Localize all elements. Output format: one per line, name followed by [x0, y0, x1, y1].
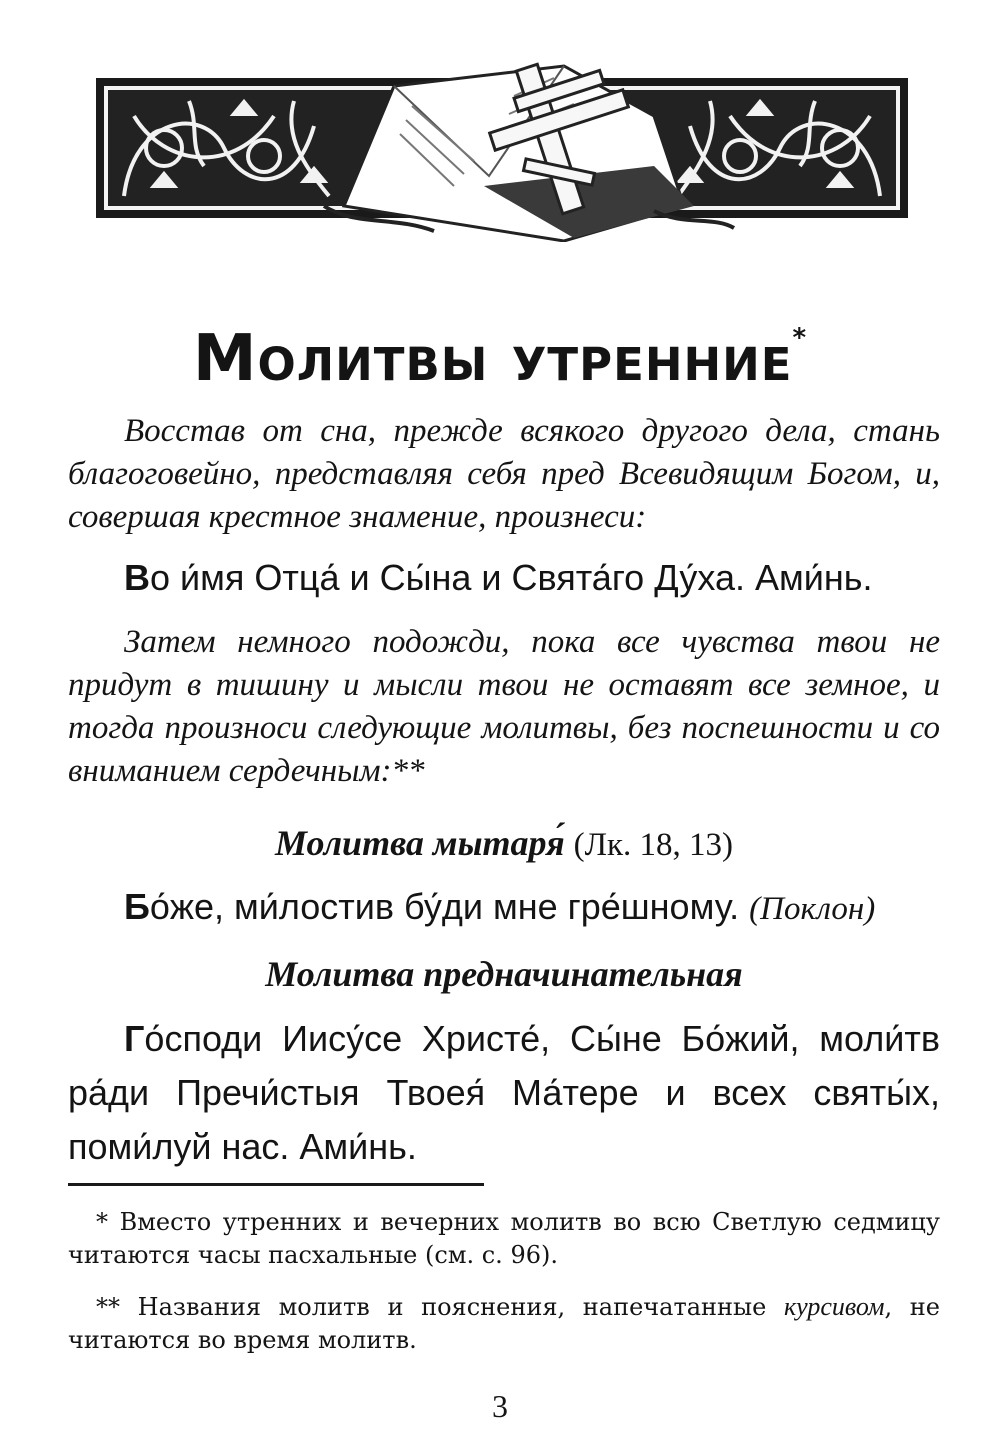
publican-prayer-heading: Молитва мытаря́ (Лк. 18, 13): [274, 823, 734, 863]
prostration-note: (Поклон): [749, 891, 876, 927]
ornamental-headpiece: [94, 56, 910, 242]
footnote-1: * Вместо утренних и вечерних молитв во всю Светлую седмицу читаются часы пасхальные (см. с. 96).: [68, 1208, 940, 1269]
page-number: 3: [492, 1388, 508, 1424]
title-footnote-mark: *: [792, 323, 808, 353]
footnote-2: ** Названия молитв и пояснения, напечатанные курсивом, не читаются во время молитв.: [68, 1292, 940, 1354]
scripture-reference: (Лк. 18, 13): [573, 827, 734, 863]
initial-prayer-text: Го́споди Иису́се Христе́, Сы́не Бо́жий, моли́тв ра́ди Пречи́стыя Твоея́ Ма́тере и всех святы́х, поми́луй нас. Ами́нь.: [68, 1018, 940, 1167]
invocation-prayer: Во и́мя Отца́ и Сы́на и Свята́го Ду́ха. Ами́нь.: [124, 557, 873, 598]
page-title: Молитвы утренние*: [192, 322, 808, 396]
rubric-footnote-mark: **: [391, 753, 425, 789]
headpiece-illustration: [94, 56, 910, 242]
publican-prayer-text: Бо́же, ми́лостив бу́ди мне гре́шному. (Поклон): [124, 886, 876, 927]
preparation-rubric: Затем немного подожди, пока все чувства твои не придут в тишину и мысли твои не оставят все земное, и тогда произноси следующие молитвы, без поспешности и со вниманием сердечным:**: [68, 624, 940, 789]
initial-prayer-heading: Молитва предначинательная: [265, 954, 743, 994]
footnote-divider: [68, 1183, 484, 1186]
intro-rubric: Восстав от сна, прежде всякого другого дела, стань благоговейно, представляя себя пред Всевидящим Богом, и, совершая крестное знамение, произнеси:: [68, 413, 940, 535]
